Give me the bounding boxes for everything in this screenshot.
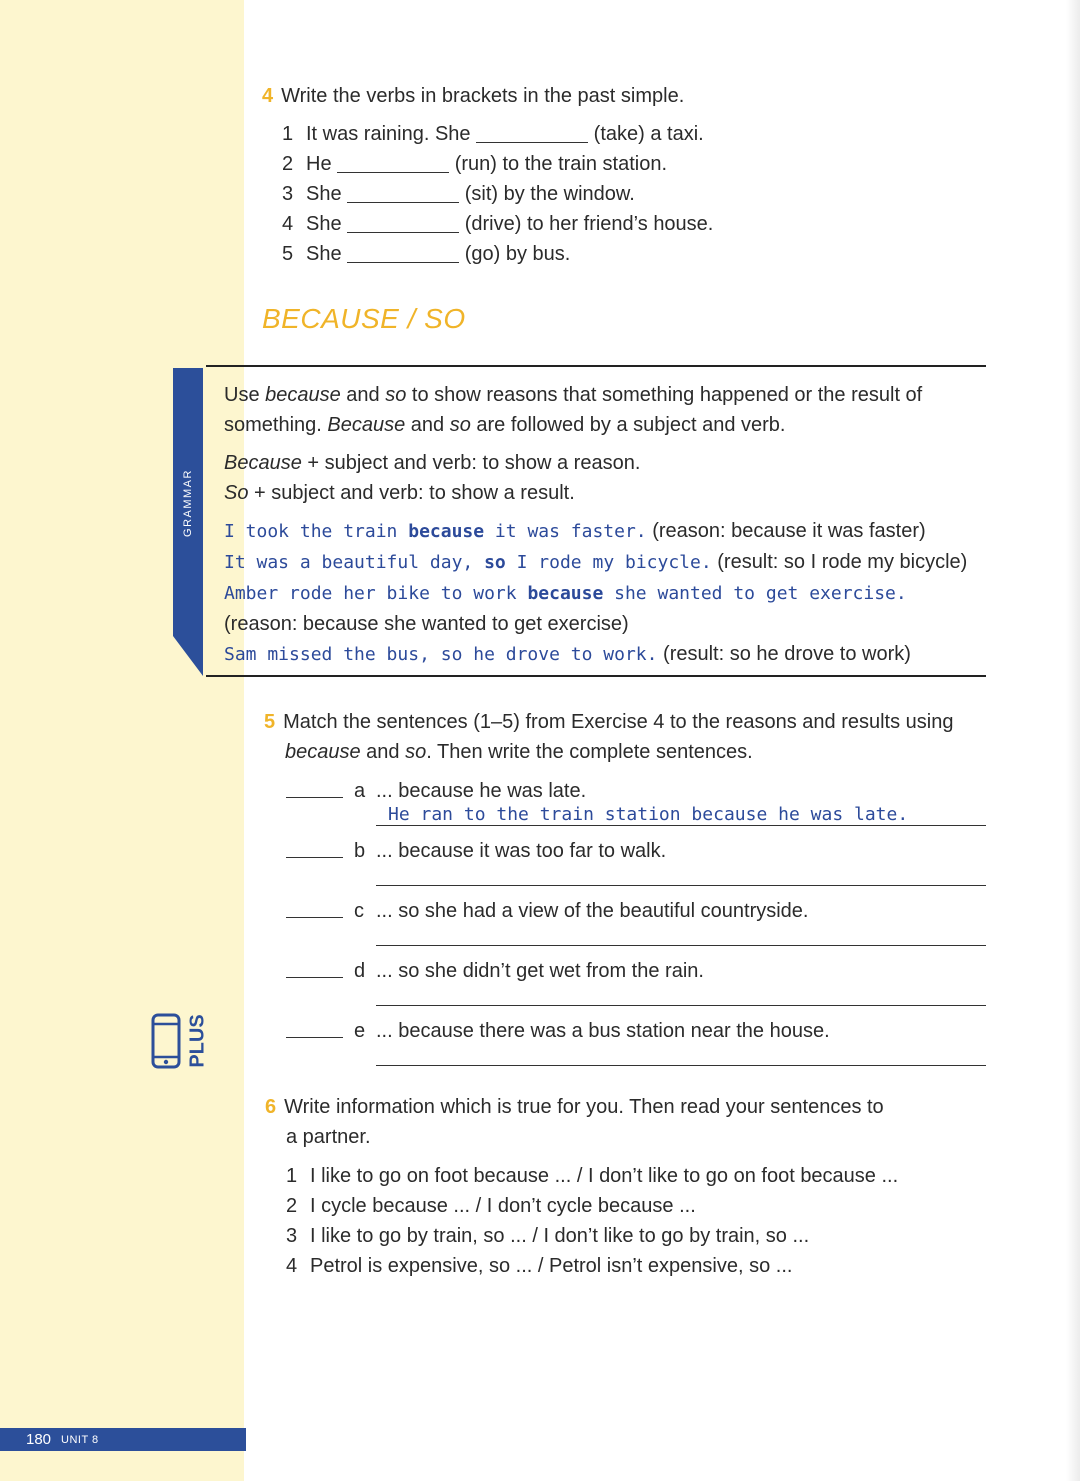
match-item: b ... because it was too far to walk. [286,836,986,896]
grammar-example: I took the train because it was faster. (reason: because it was faster) [224,520,926,542]
match-item: c ... so she had a view of the beautiful countryside. [286,896,986,956]
phone-plus-icon [150,1010,210,1070]
exercise-6-items [286,1161,898,1281]
answer-line[interactable] [376,945,986,946]
grammar-example: Sam missed the bus, so he drove to work. (result: so he drove to work) [224,643,911,665]
list-item: 3 She (sit) by the window. [282,183,635,205]
match-blank[interactable] [286,797,343,798]
handwritten-answer: He ran to the train station because he was late. [388,804,909,825]
answer-blank[interactable] [347,212,459,233]
match-item: d ... so she didn’t get wet from the rain. [286,956,986,1016]
grammar-example-note: (reason: because she wanted to get exercise) [224,613,629,635]
page-number: 180 [26,1431,52,1448]
match-blank[interactable] [286,917,343,918]
grammar-box-top-rule [206,365,986,367]
answer-blank[interactable] [347,242,459,263]
grammar-example: It was a beautiful day, so I rode my bicycle. (result: so I rode my bicycle) [224,551,968,573]
grammar-rule-because: Because + subject and verb: to show a reason. [224,452,641,474]
list-item: 1 It was raining. She (take) a taxi. [282,123,704,145]
exercise-4-instruction [262,81,684,111]
answer-blank[interactable] [476,122,588,143]
answer-blank[interactable] [337,152,449,173]
exercise-5-instruction: 5 Match the sentences (1–5) from Exercise 4 to the reasons and results using because and so. Then write the complete sentences. [264,711,954,763]
exercise-6-instruction: 6 Write information which is true for you. Then read your sentences to a partner. [265,1096,884,1148]
page-footer [0,1428,246,1451]
match-blank[interactable] [286,857,343,858]
list-item: 2 I cycle because ... / I don’t cycle because ... [286,1195,696,1217]
grammar-intro: Use because and so to show reasons that something happened or the result of something. Because and so are followed by a subject and verb. [224,384,923,436]
exercise-4-items [282,119,713,269]
left-margin-band [0,0,244,1481]
list-item: 5 She (go) by bus. [282,243,571,265]
match-blank[interactable] [286,1037,343,1038]
grammar-box-bottom-rule [206,675,986,677]
match-blank[interactable] [286,977,343,978]
grammar-box [224,380,984,670]
grammar-rule-so: So + subject and verb: to show a result. [224,482,575,504]
list-item: 2 He (run) to the train station. [282,153,668,175]
match-item: a ... because he was late. He ran to the train station because he was late. [286,776,986,836]
list-item: 4 She (drive) to her friend’s house. [282,213,714,235]
grammar-tab-label: GRAMMAR [182,469,195,537]
section-heading: BECAUSE / SO [262,303,466,334]
page-edge-shadow [1066,0,1080,1481]
unit-label: UNIT 8 [61,1433,99,1446]
match-item: e ... because there was a bus station near the house. [286,1016,986,1076]
exercise-5-items [286,776,986,1076]
answer-blank[interactable] [347,182,459,203]
answer-line[interactable] [376,1065,986,1066]
grammar-example: Amber rode her bike to work because she wanted to get exercise. [224,583,907,604]
list-item: 1 I like to go on foot because ... / I don’t like to go on foot because ... [286,1165,899,1187]
exercise-number: 4 [262,85,274,107]
plus-label: PLUS [186,1014,209,1068]
answer-line[interactable] [376,1005,986,1006]
answer-line[interactable] [376,885,986,886]
answer-line[interactable] [376,825,986,826]
instruction-text: Write the verbs in brackets in the past simple. [281,85,685,107]
list-item: 3 I like to go by train, so ... / I don’t like to go by train, so ... [286,1225,810,1247]
list-item: 4 Petrol is expensive, so ... / Petrol isn’t expensive, so ... [286,1255,793,1277]
